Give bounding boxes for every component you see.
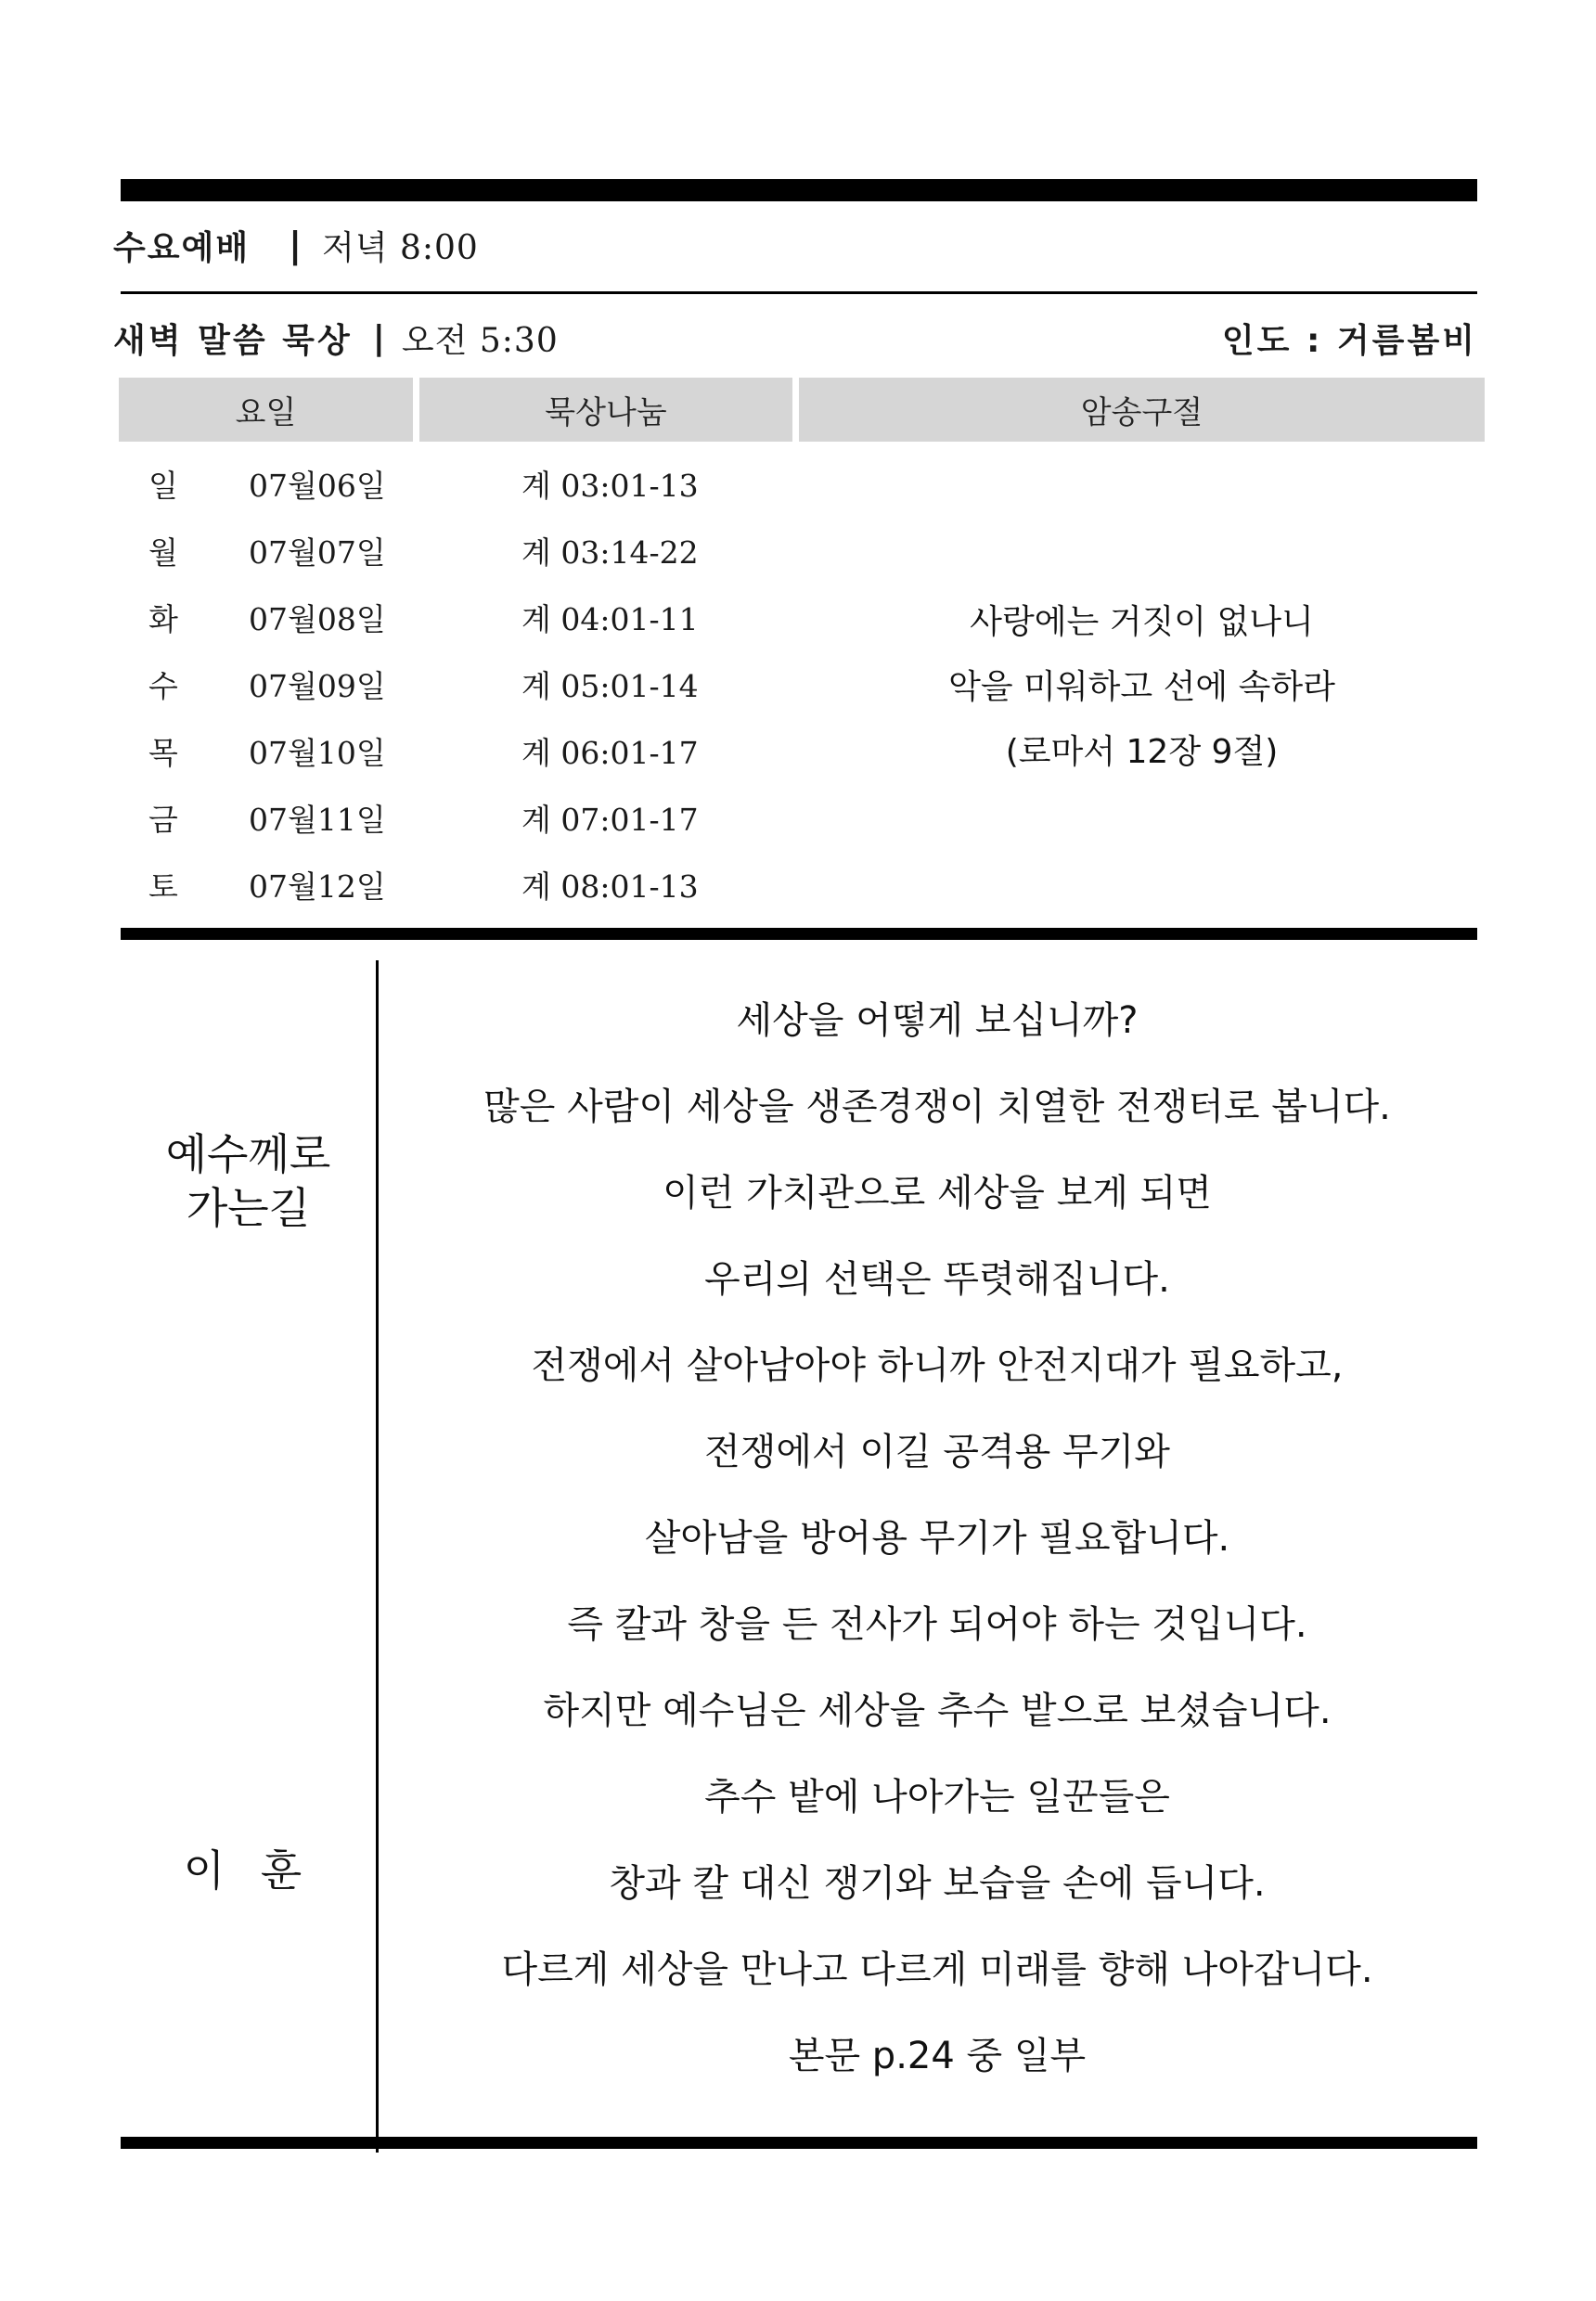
column-vertical-divider xyxy=(376,960,379,2153)
column-author: 이 훈 xyxy=(183,1845,314,1896)
body-line: 많은 사람이 세상을 생존경쟁이 치열한 전쟁터로 봅니다. xyxy=(483,1086,1391,1128)
wednesday-service-row xyxy=(113,219,479,271)
body-line: 다르게 세상을 만나고 다르게 미래를 향해 나아갑니다. xyxy=(501,1948,1373,1991)
date-cell: 07월10일 xyxy=(249,735,386,771)
wednesday-service-label: 수요예배 xyxy=(113,228,251,267)
date-cell: 07월12일 xyxy=(249,868,386,905)
header-memory-verse: 암송구절 xyxy=(799,378,1485,442)
memory-verse-line: 사랑에는 거짓이 없나니 xyxy=(970,603,1314,641)
top-divider xyxy=(121,179,1477,201)
table-row xyxy=(121,713,798,779)
leader-label: 인도 : 거름봄비 xyxy=(1221,321,1477,360)
date-cell: 07월08일 xyxy=(249,601,386,637)
date-cell: 07월06일 xyxy=(249,468,386,504)
thin-divider xyxy=(121,291,1477,294)
table-row xyxy=(121,779,798,846)
day-cell: 월 xyxy=(148,534,178,571)
wednesday-service-time: 저녁 8:00 xyxy=(322,228,479,267)
schedule-table xyxy=(121,445,798,913)
day-cell: 목 xyxy=(148,735,178,771)
header-day: 요일 xyxy=(119,378,413,442)
column-title xyxy=(121,1127,376,1235)
body-line: 세상을 어떻게 보십니까? xyxy=(736,999,1139,1042)
column-body xyxy=(390,993,1485,2115)
table-row xyxy=(121,512,798,579)
memory-verse-reference: (로마서 12장 9절) xyxy=(1005,733,1279,771)
date-cell: 07월11일 xyxy=(249,802,386,838)
day-cell: 금 xyxy=(148,802,178,838)
column-title-line: 가는길 xyxy=(186,1183,311,1233)
reading-cell: 계 05:01-14 xyxy=(521,668,699,704)
reading-cell: 계 06:01-17 xyxy=(521,735,699,771)
date-cell: 07월07일 xyxy=(249,534,386,571)
table-row xyxy=(121,646,798,713)
table-row xyxy=(121,579,798,646)
body-line: 추수 밭에 나아가는 일꾼들은 xyxy=(704,1776,1170,1819)
bottom-divider xyxy=(121,2137,1477,2149)
memory-verse-line: 악을 미워하고 선에 속하라 xyxy=(948,668,1335,706)
body-line: 하지만 예수님은 세상을 추수 밭으로 보셨습니다. xyxy=(543,1690,1332,1732)
dawn-meditation-row xyxy=(113,312,559,364)
body-line: 즉 칼과 창을 든 전사가 되어야 하는 것입니다. xyxy=(567,1603,1307,1646)
dawn-meditation-label: 새벽 말씀 묵상 xyxy=(113,321,353,360)
reading-cell: 계 08:01-13 xyxy=(521,868,699,905)
day-cell: 수 xyxy=(148,668,178,704)
memory-verse xyxy=(799,590,1485,785)
body-source: 본문 p.24 중 일부 xyxy=(788,2035,1087,2077)
separator: | xyxy=(372,318,385,357)
reading-cell: 계 03:14-22 xyxy=(521,534,699,571)
reading-cell: 계 07:01-17 xyxy=(521,802,699,838)
day-cell: 일 xyxy=(148,468,178,504)
day-cell: 화 xyxy=(148,601,178,637)
body-line: 우리의 선택은 뚜렷해집니다. xyxy=(704,1258,1170,1301)
section-divider xyxy=(121,928,1477,940)
table-row xyxy=(121,445,798,512)
body-line: 전쟁에서 살아남아야 하니까 안전지대가 필요하고, xyxy=(531,1344,1344,1387)
header-reading: 묵상나눔 xyxy=(419,378,792,442)
reading-cell: 계 04:01-11 xyxy=(521,601,699,637)
body-line: 살아남을 방어용 무기가 필요합니다. xyxy=(644,1517,1230,1560)
body-line: 이런 가치관으로 세상을 보게 되면 xyxy=(663,1172,1212,1215)
dawn-meditation-time: 오전 5:30 xyxy=(401,321,559,360)
body-line: 전쟁에서 이길 공격용 무기와 xyxy=(704,1431,1170,1473)
column-title-line: 예수께로 xyxy=(165,1129,331,1179)
separator: | xyxy=(289,225,302,265)
reading-cell: 계 03:01-13 xyxy=(521,468,699,504)
table-row xyxy=(121,846,798,913)
body-line: 창과 칼 대신 쟁기와 보습을 손에 듭니다. xyxy=(609,1862,1266,1905)
date-cell: 07월09일 xyxy=(249,668,386,704)
day-cell: 토 xyxy=(148,868,178,905)
